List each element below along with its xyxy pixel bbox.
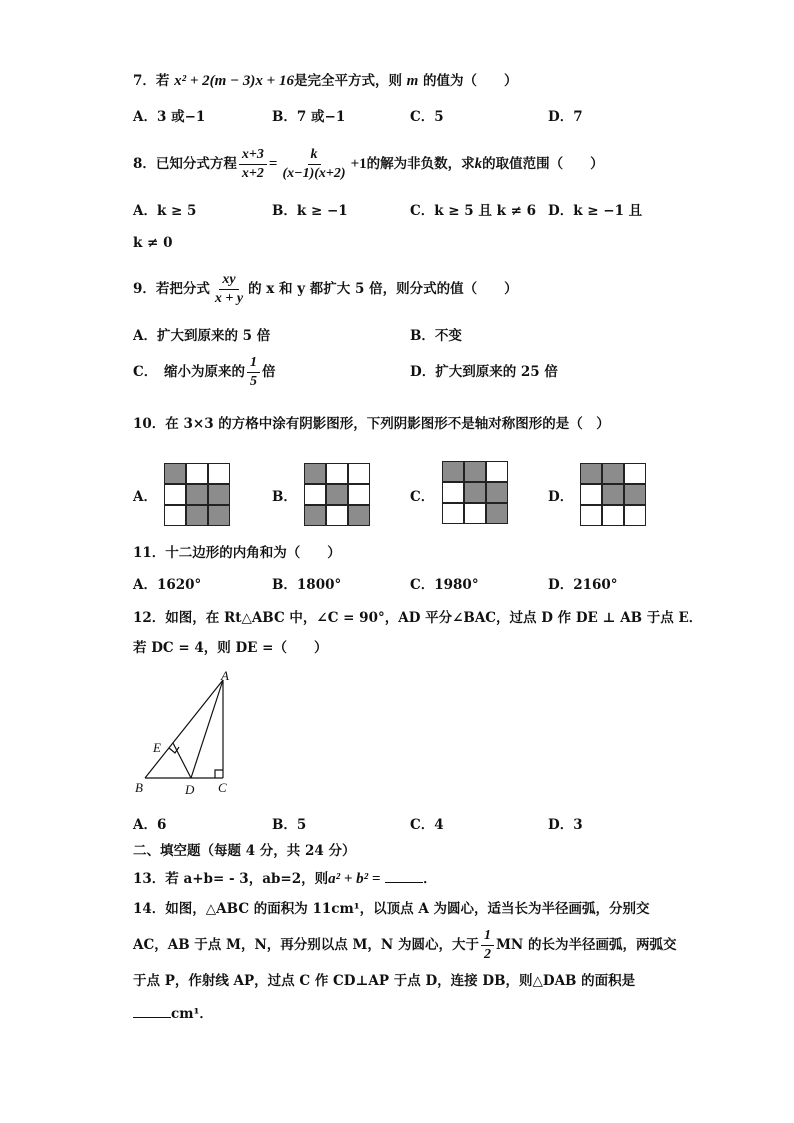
math-expression: x² + 2(m − 3)x + 16 xyxy=(174,73,294,89)
grid-cell-shaded xyxy=(486,503,508,524)
fraction-numerator: xy xyxy=(219,271,238,290)
option-b[interactable]: B．1800° xyxy=(272,577,342,593)
fraction-rhs xyxy=(279,146,348,183)
shaded-grid-d xyxy=(580,463,648,529)
question-number: 10． xyxy=(133,416,166,432)
question-number: 11． xyxy=(133,545,166,561)
shaded-grid-c xyxy=(442,461,510,527)
point-label-e: E xyxy=(153,740,161,755)
question-14-line2 xyxy=(133,925,676,965)
plus-term: +1 xyxy=(350,156,367,172)
option-b[interactable]: B．k ≥ −1 xyxy=(272,203,348,219)
question-text: 的解为非负数，求 xyxy=(366,156,475,172)
option-a[interactable]: A．k ≥ 5 xyxy=(133,203,197,219)
option-a[interactable]: A．3 或−1 xyxy=(133,109,206,125)
option-c[interactable]: C．5 xyxy=(410,109,444,125)
grid-cell xyxy=(442,482,464,503)
option-c[interactable] xyxy=(133,352,276,392)
fraction-numerator: 1 xyxy=(481,927,494,946)
equals-sign: = xyxy=(268,156,278,172)
grid-cell-shaded xyxy=(304,463,326,484)
option-d[interactable]: D． xyxy=(548,489,574,505)
grid-cell-shaded xyxy=(442,461,464,482)
section-heading: 二、填空题（每题 4 分，共 24 分） xyxy=(133,843,356,859)
question-text: 在 3×3 的方格中涂有阴影图形，下列阴影图形不是轴对称图形的是（ ） xyxy=(165,416,610,432)
fraction-denominator: 5 xyxy=(250,374,257,389)
grid-cell xyxy=(486,461,508,482)
grid-cell xyxy=(348,484,370,505)
question-12-line2: 若 DC = 4，则 DE =（ ） xyxy=(133,640,328,656)
question-text: 已知分式方程 xyxy=(155,156,237,172)
option-b[interactable]: B． xyxy=(272,489,297,505)
option-d[interactable]: D．k ≥ −1 且 xyxy=(548,203,643,219)
option-suffix: 倍 xyxy=(262,364,276,380)
option-a[interactable]: A．扩大到原来的 5 倍 xyxy=(133,328,271,344)
question-text: 如图，在 Rt△ABC 中，∠C = 90°，AD 平分∠BAC，过点 D 作 DE ⊥ AB 于点 E． xyxy=(165,610,703,626)
fraction-numerator: x+3 xyxy=(239,146,267,165)
question-14-line3: 于点 P，作射线 AP，过点 C 作 CD⊥AP 于点 D，连接 DB，则△DAB 的面积是 xyxy=(133,973,636,989)
question-12 xyxy=(133,608,702,628)
question-8 xyxy=(133,144,604,184)
option-d[interactable]: D．3 xyxy=(548,817,583,833)
triangle-figure xyxy=(125,668,245,798)
math-variable: m xyxy=(406,73,419,89)
option-d-continuation: k ≠ 0 xyxy=(133,235,173,251)
grid-cell-shaded xyxy=(164,463,186,484)
point-label-b: B xyxy=(135,780,143,795)
grid-cell-shaded xyxy=(464,461,486,482)
question-text: 若把分式 xyxy=(155,281,210,297)
grid-cell-shaded xyxy=(326,484,348,505)
grid-cell-shaded xyxy=(486,482,508,503)
grid-cell xyxy=(304,484,326,505)
fraction xyxy=(212,271,246,308)
question-number: 14． xyxy=(133,901,166,917)
grid-cell-shaded xyxy=(186,505,208,526)
question-text: 是完全平方式，则 xyxy=(293,73,402,89)
question-text: 若 a+b= - 3，ab=2，则 xyxy=(165,871,329,887)
grid-cell xyxy=(464,503,486,524)
math-expression: a² + b² = xyxy=(328,871,381,887)
point-label-a: A xyxy=(221,668,229,683)
grid-cell-shaded xyxy=(304,505,326,526)
question-text: 十二边形的内角和为（ ） xyxy=(165,545,341,561)
fraction-half xyxy=(481,927,494,964)
question-number: 12． xyxy=(133,610,166,626)
point-label-c: C xyxy=(218,780,227,795)
question-11 xyxy=(133,543,341,563)
grid-cell xyxy=(602,505,624,526)
grid-cell-shaded xyxy=(208,484,230,505)
option-a[interactable]: A．1620° xyxy=(133,577,202,593)
grid-cell-shaded xyxy=(186,484,208,505)
question-9 xyxy=(133,269,518,309)
question-10 xyxy=(133,414,610,434)
answer-blank[interactable] xyxy=(385,868,423,883)
grid-cell-shaded xyxy=(624,484,646,505)
option-label: C． 缩小为原来的 xyxy=(133,364,245,380)
option-a[interactable]: A． xyxy=(133,489,157,505)
grid-cell xyxy=(164,505,186,526)
option-a[interactable]: A．6 xyxy=(133,817,167,833)
question-14 xyxy=(133,899,650,919)
option-c[interactable]: C．k ≥ 5 且 k ≠ 6 xyxy=(410,203,537,219)
option-d[interactable]: D．7 xyxy=(548,109,583,125)
grid-cell xyxy=(186,463,208,484)
question-text: 如图，△ABC 的面积为 11cm¹，以顶点 A 为圆心，适当长为半径画弧，分别交 xyxy=(165,901,650,917)
grid-cell xyxy=(624,463,646,484)
option-c[interactable]: C． xyxy=(410,489,435,505)
question-number: 13． xyxy=(133,871,166,887)
question-text: 的 x 和 y 都扩大 5 倍，则分式的值（ ） xyxy=(248,281,518,297)
fraction-denominator: 2 xyxy=(483,947,491,962)
grid-cell xyxy=(348,463,370,484)
grid-cell-shaded xyxy=(580,463,602,484)
question-7 xyxy=(133,71,518,91)
fraction-denominator: (x−1)(x+2) xyxy=(282,166,346,181)
grid-cell xyxy=(326,505,348,526)
question-text: cm¹． xyxy=(171,1006,213,1022)
grid-cell xyxy=(208,463,230,484)
question-number: 9． xyxy=(133,281,156,297)
grid-cell-shaded xyxy=(464,482,486,503)
question-text: 若 xyxy=(155,73,170,89)
grid-cell xyxy=(164,484,186,505)
question-text: 的取值范围（ ） xyxy=(482,156,604,172)
fraction-lhs xyxy=(239,146,267,183)
grid-cell xyxy=(624,505,646,526)
option-c[interactable]: C．4 xyxy=(410,817,444,833)
fraction-numerator: k xyxy=(308,146,321,165)
grid-cell xyxy=(580,505,602,526)
fraction xyxy=(247,354,260,391)
question-14-line4 xyxy=(133,1003,213,1024)
shaded-grid-b xyxy=(304,463,372,529)
option-b[interactable]: B．不变 xyxy=(410,328,462,344)
option-b[interactable]: B．5 xyxy=(272,817,307,833)
grid-cell-shaded xyxy=(208,505,230,526)
question-text: ． xyxy=(423,871,437,887)
option-d[interactable]: D．2160° xyxy=(548,577,618,593)
question-text: MN 的长为半径画弧，两弧交 xyxy=(495,937,677,953)
question-number: 7． xyxy=(133,73,156,89)
question-number: 8． xyxy=(133,156,156,172)
shaded-grid-a xyxy=(164,463,232,529)
option-b[interactable]: B．7 或−1 xyxy=(272,109,346,125)
fraction-denominator: x+2 xyxy=(241,166,264,181)
question-13 xyxy=(133,868,437,889)
grid-cell-shaded xyxy=(348,505,370,526)
math-variable: k xyxy=(474,156,483,172)
option-d[interactable]: D．扩大到原来的 25 倍 xyxy=(410,364,558,380)
grid-cell-shaded xyxy=(602,484,624,505)
grid-cell-shaded xyxy=(602,463,624,484)
grid-cell xyxy=(580,484,602,505)
point-label-d: D xyxy=(185,782,195,797)
fraction-numerator: 1 xyxy=(247,354,260,373)
grid-cell xyxy=(326,463,348,484)
fraction-denominator: x + y xyxy=(214,291,244,306)
question-text: AC，AB 于点 M，N，再分别以点 M，N 为圆心，大于 xyxy=(133,937,479,953)
question-text: 的值为（ ） xyxy=(423,73,518,89)
option-c[interactable]: C．1980° xyxy=(410,577,479,593)
answer-blank[interactable] xyxy=(133,1003,171,1018)
grid-cell xyxy=(442,503,464,524)
